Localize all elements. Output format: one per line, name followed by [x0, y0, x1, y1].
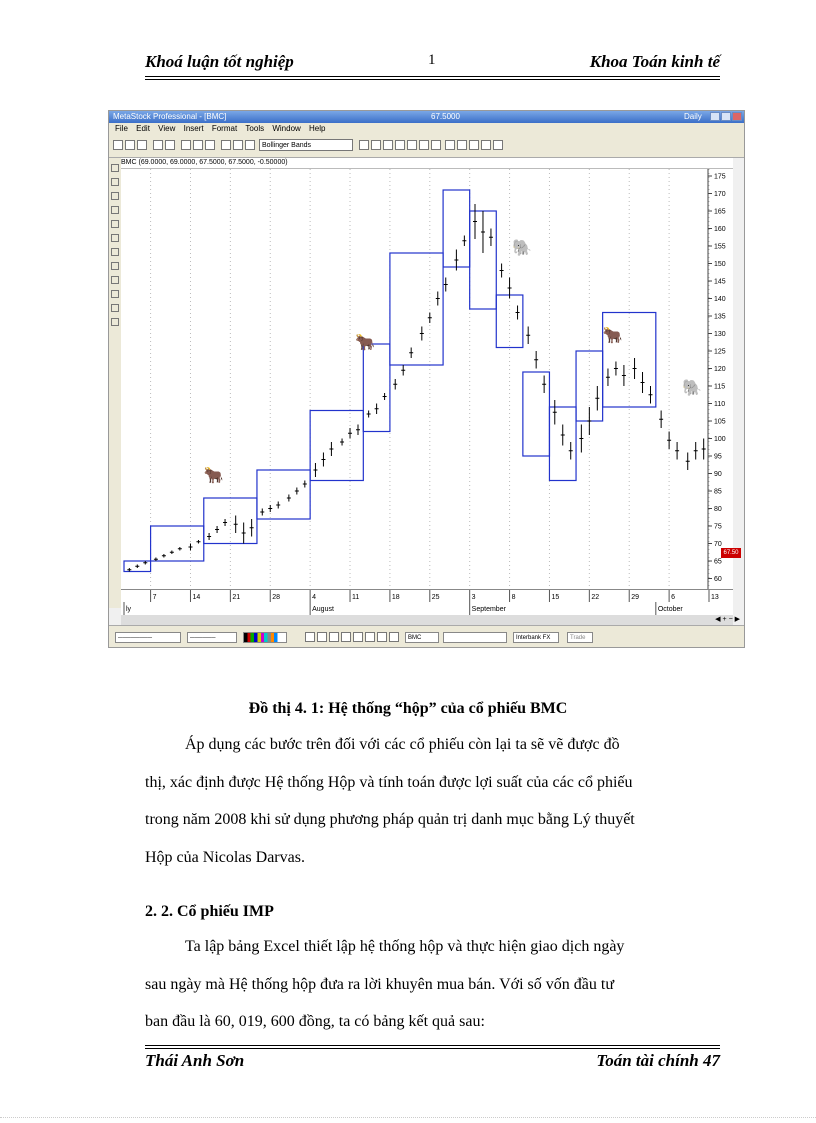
paragraph-2-line-1: Ta lập bảng Excel thiết lập hệ thống hộp và thực hiện giao dịch ngày [185, 938, 625, 955]
pointer-icon[interactable] [111, 164, 119, 172]
scroll-left-icon[interactable]: ◀ [715, 616, 721, 623]
menu-bar [109, 123, 744, 135]
layout-grid-icon[interactable] [481, 140, 491, 150]
page-edge-dots [0, 1117, 816, 1118]
y-tick-label: 150 [714, 261, 726, 268]
y-tick-label: 95 [714, 453, 722, 461]
y-tick-label: 155 [714, 243, 726, 251]
horizontal-line-icon[interactable] [111, 206, 119, 214]
paragraph-1-line-2: thị, xác định được Hệ thống Hộp và tính toán được lợi suất của các cổ phiếu [145, 773, 633, 791]
y-tick-label: 70 [714, 541, 722, 548]
symbol-select[interactable] [443, 632, 507, 643]
rectangle-icon[interactable] [111, 304, 119, 312]
print-icon[interactable] [153, 140, 163, 150]
menu-window[interactable]: Window [272, 124, 301, 133]
format-toolbar [109, 625, 744, 648]
x-axis [121, 589, 733, 616]
triangle-icon[interactable] [111, 318, 119, 326]
x-tick-label: 13 [711, 594, 719, 601]
darvas-box [257, 470, 310, 519]
style-line-icon[interactable] [317, 632, 327, 642]
darvas-box [151, 526, 204, 561]
x-tick-label: 21 [232, 594, 241, 601]
darvas-box [390, 253, 443, 365]
page-header [145, 52, 720, 76]
paragraph-2-line-3: ban đầu là 60, 019, 600 đồng, ta có bảng kết quả sau: [145, 1013, 485, 1030]
x-tick-label: 22 [591, 594, 600, 601]
open-icon[interactable] [125, 140, 135, 150]
system-tester-icon[interactable] [395, 140, 405, 150]
signal-icon: 🐂 [355, 334, 376, 352]
main-toolbar [109, 135, 744, 158]
chart-svg [121, 169, 733, 589]
symbol-box[interactable]: BMC [405, 632, 439, 643]
paragraph-1 [145, 726, 720, 876]
footer-right: Toán tài chính 47 [596, 1051, 720, 1070]
page-number: 1 [428, 52, 436, 68]
formula-icon[interactable] [431, 140, 441, 150]
paragraph-1-line-1: Áp dụng các bước trên đối với các cổ phiếu còn lại ta sẽ vẽ được đồ [185, 736, 620, 753]
layout-quad-icon[interactable] [493, 140, 503, 150]
header-rule [145, 76, 720, 80]
section-heading: 2. 2. Cổ phiếu IMP [145, 903, 274, 920]
maximize-icon[interactable] [721, 112, 731, 121]
y-tick-label: 115 [714, 383, 726, 391]
x-tick-label: 8 [511, 594, 516, 601]
style-candle-icon[interactable] [329, 632, 339, 642]
darvas-box [310, 411, 363, 481]
y-tick-label: 90 [714, 471, 722, 478]
y-tick-label: 145 [714, 278, 726, 286]
channel-icon[interactable] [111, 276, 119, 284]
y-tick-label: 85 [714, 488, 722, 496]
scroll-right-icon[interactable]: ▶ [734, 616, 740, 623]
style-area-icon[interactable] [353, 632, 363, 642]
style-equivolume-icon[interactable] [377, 632, 387, 642]
minimize-icon[interactable] [710, 112, 720, 121]
menu-help[interactable]: Help [309, 124, 326, 133]
y-tick-label: 140 [714, 296, 726, 303]
x-axis-svg [121, 590, 733, 616]
darvas-box [363, 344, 390, 432]
y-tick-label: 160 [714, 226, 726, 233]
y-tick-label: 130 [714, 331, 726, 338]
y-tick-label: 60 [714, 576, 722, 583]
menu-insert[interactable]: Insert [183, 124, 204, 133]
title-right: Daily [684, 112, 702, 121]
title-value: 67.5000 [431, 112, 460, 121]
save-icon[interactable] [137, 140, 147, 150]
preview-icon[interactable] [165, 140, 175, 150]
tile-icon[interactable] [445, 140, 455, 150]
window-titlebar [109, 111, 744, 123]
x-tick-label: 4 [312, 594, 317, 601]
window-title: MetaStock Professional - [BMC] [113, 112, 227, 121]
paragraph-2-line-2: sau ngày mà Hệ thống hộp đưa ra lời khuyên mua bán. Với số vốn đầu tư [145, 975, 614, 993]
x-tick-label: 11 [352, 594, 360, 601]
signal-icon: 🐂 [602, 327, 623, 345]
layout-vertical-icon[interactable] [457, 140, 467, 150]
x-tick-label: 15 [551, 594, 560, 601]
menu-view[interactable]: View [158, 124, 176, 133]
signal-icon: 🐂 [203, 467, 224, 485]
color-palette[interactable] [243, 632, 287, 643]
zoom-out-icon[interactable]: − [728, 616, 733, 623]
metastock-screenshot [108, 110, 745, 648]
explorer-icon[interactable] [383, 140, 393, 150]
y-tick-label: 165 [714, 208, 726, 216]
zoom-in-icon[interactable]: + [722, 616, 727, 623]
page-footer [145, 1051, 720, 1075]
cross-tool-icon[interactable] [111, 178, 119, 186]
expert-icon[interactable] [371, 140, 381, 150]
style-bar-icon[interactable] [305, 632, 315, 642]
last-price-tag: 67.50 [721, 548, 741, 558]
x-tick-label: 25 [431, 594, 440, 601]
new-icon[interactable] [113, 140, 123, 150]
month-label: ly [126, 606, 132, 613]
fibonacci-icon[interactable] [111, 234, 119, 242]
paste-icon[interactable] [205, 140, 215, 150]
paragraph-2 [145, 928, 720, 1041]
y-tick-label: 135 [714, 313, 726, 321]
chart-scrollbar[interactable] [121, 615, 733, 625]
line-weight-select[interactable]: ────── [187, 632, 237, 643]
footer-left: Thái Anh Sơn [145, 1051, 245, 1070]
paragraph-1-line-4: Hộp của Nicolas Darvas. [145, 848, 305, 866]
x-tick-label: 28 [272, 594, 281, 601]
footer-rule [145, 1045, 720, 1049]
header-left: Khoá luận tốt nghiệp [145, 52, 294, 71]
style-point-icon[interactable] [341, 632, 351, 642]
paragraph-1-line-3: trong năm 2008 khi sử dụng phương pháp quản trị danh mục bằng Lý thuyết [145, 811, 635, 828]
y-tick-label: 105 [714, 418, 726, 426]
chart-header: BMC (69.0000, 69.0000, 67.5000, 67.5000, -0.50000) [121, 158, 733, 169]
menu-tools[interactable]: Tools [245, 124, 265, 133]
vertical-line-icon[interactable] [111, 220, 119, 228]
cut-icon[interactable] [181, 140, 191, 150]
x-tick-label: 7 [152, 594, 157, 601]
menu-edit[interactable]: Edit [136, 124, 150, 133]
header-right: Khoa Toán kinh tế [589, 52, 720, 71]
x-tick-label: 29 [631, 594, 640, 601]
menu-format[interactable]: Format [211, 124, 238, 133]
y-tick-label: 65 [714, 558, 722, 566]
signal-icon: 🐘 [682, 380, 703, 397]
y-tick-label: 125 [714, 348, 726, 356]
source-select[interactable]: Interbank FX [513, 632, 559, 643]
trade-button[interactable]: Trade [567, 632, 593, 643]
darvas-box [204, 498, 257, 544]
undo-icon[interactable] [221, 140, 231, 150]
signal-icon: 🐘 [512, 240, 533, 257]
x-tick-label: 18 [391, 594, 400, 601]
figure-caption: Đồ thị 4. 1: Hệ thống “hộp” của cổ phiếu BMC [248, 700, 568, 717]
layout-horizontal-icon[interactable] [469, 140, 479, 150]
y-tick-label: 120 [714, 366, 726, 373]
x-tick-label: 6 [671, 594, 676, 601]
y-tick-label: 75 [714, 523, 722, 531]
month-label: September [471, 606, 506, 613]
download-icon[interactable] [407, 140, 417, 150]
month-label: October [657, 606, 683, 613]
x-tick-label: 3 [471, 594, 476, 601]
sort-icon[interactable] [419, 140, 429, 150]
menu-file[interactable]: File [115, 124, 128, 133]
crosshair-icon[interactable] [233, 140, 243, 150]
copy-icon[interactable] [193, 140, 203, 150]
close-icon[interactable] [732, 112, 742, 121]
chart-plot[interactable] [121, 169, 733, 589]
ellipse-icon[interactable] [111, 290, 119, 298]
indicator-icon[interactable] [359, 140, 369, 150]
gann-icon[interactable] [111, 248, 119, 256]
style-volume-icon[interactable] [365, 632, 375, 642]
x-tick-label: 14 [192, 594, 201, 601]
month-label: August [312, 606, 334, 613]
y-tick-label: 170 [714, 191, 726, 198]
zoom-icon[interactable] [245, 140, 255, 150]
line-style-select[interactable]: ──────── [115, 632, 181, 643]
style-kagi-icon[interactable] [389, 632, 399, 642]
chart-nav-buttons [715, 615, 740, 623]
trendline-icon[interactable] [111, 192, 119, 200]
text-tool-icon[interactable] [111, 262, 119, 270]
y-tick-label: 110 [714, 401, 726, 408]
y-tick-label: 80 [714, 506, 722, 513]
y-tick-label: 100 [714, 436, 726, 443]
indicator-select[interactable]: Bollinger Bands [259, 139, 353, 151]
y-tick-label: 175 [714, 173, 726, 181]
